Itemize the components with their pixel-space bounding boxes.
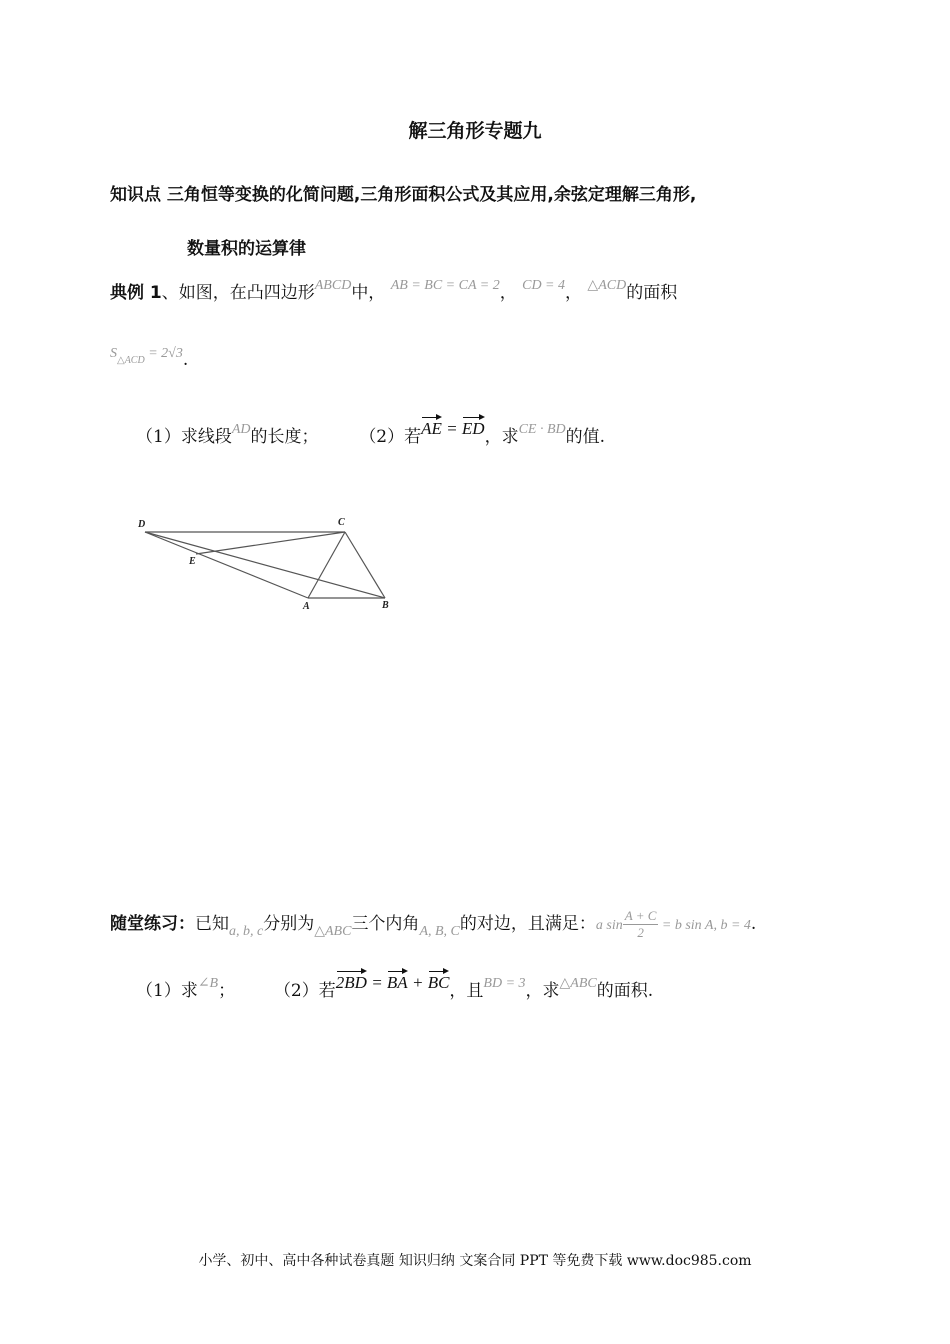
page-title: 解三角形专题九	[408, 120, 542, 142]
vector-ba: BA	[387, 969, 408, 993]
question-2-text: ，且	[449, 981, 484, 1001]
question-2-text: ，求	[484, 427, 519, 447]
practice-text: 的对边，且满足：	[459, 914, 596, 934]
question-1-end: 的长度；	[250, 427, 319, 447]
math-s-sub: △ACD	[117, 355, 145, 366]
math-s-eq: = 2√3	[144, 346, 183, 361]
math-s: S	[110, 346, 117, 361]
math-sides: AB = BC = CA = 2	[390, 278, 500, 293]
fraction-denominator: 2	[637, 925, 644, 940]
practice-text: 已知	[195, 914, 229, 934]
example-text: ，	[499, 283, 517, 303]
example-statement	[110, 278, 677, 303]
label-b: B	[382, 600, 389, 611]
question-1-end: ；	[218, 981, 236, 1001]
period: .	[750, 914, 757, 934]
label-e: E	[189, 556, 196, 567]
math-equals: =	[366, 973, 387, 992]
footer: 小学、初中、高中各种试卷真题 知识归纳 文案合同 PPT 等免费下载 www.doc985.com	[198, 1253, 752, 1269]
knowledge-label: 知识点	[110, 185, 161, 205]
math-abc: a, b, c	[229, 924, 264, 939]
example-text: 的面积	[626, 283, 678, 303]
math-bd: BD = 3	[483, 976, 526, 991]
segment-ec	[196, 532, 345, 554]
math-fraction	[623, 908, 659, 941]
math-cd: CD = 4	[522, 278, 566, 293]
math-angle-b: ∠B	[197, 976, 219, 991]
vector-ed: ED	[462, 415, 485, 439]
segment-ca	[308, 532, 345, 598]
label-c: C	[338, 517, 345, 528]
practice-questions	[136, 973, 654, 1001]
question-2: （2）若	[273, 981, 336, 1001]
knowledge-points	[110, 180, 696, 205]
math-triangle: △ACD	[587, 278, 627, 293]
question-1: （1）求	[136, 981, 198, 1001]
knowledge-line-2: 数量积的运算律	[187, 239, 306, 259]
math-angles: A, B, C	[419, 924, 460, 939]
example-text: 中，	[351, 283, 386, 303]
area-formula	[110, 342, 189, 370]
math-dot-product: CE · BD	[518, 422, 566, 437]
math-ad: AD	[231, 422, 251, 437]
example-questions	[136, 419, 606, 447]
math-triangle-abc: △ABC	[559, 976, 597, 991]
fraction-numerator: A + C	[624, 908, 657, 923]
label-d: D	[138, 519, 146, 530]
math-equals: =	[441, 419, 462, 438]
practice-text: 分别为	[263, 914, 315, 934]
vector-ae: AE	[421, 415, 442, 439]
question-2: （2）若	[359, 427, 422, 447]
example-text: ，	[565, 283, 583, 303]
vector-bc: BC	[428, 969, 450, 993]
example-text: 、如图，在凸四边形	[161, 283, 315, 303]
knowledge-line-1: 三角恒等变换的化简问题,三角形面积公式及其应用,余弦定理解三角形,	[166, 185, 697, 205]
question-2-end: 的值.	[565, 427, 606, 447]
math-quad: ABCD	[314, 278, 352, 293]
math-triangle-abc: △ABC	[314, 924, 352, 939]
question-1: （1）求线段	[136, 427, 232, 447]
segment-da	[145, 532, 308, 598]
math-eq-pre: a sin	[595, 918, 623, 933]
practice-text: 三个内角	[351, 914, 420, 934]
segment-db	[145, 532, 385, 598]
example-label: 典例 1	[110, 283, 162, 303]
question-2-end: 的面积.	[596, 981, 654, 1001]
quadrilateral-figure	[130, 510, 400, 615]
period: .	[182, 350, 189, 370]
math-eq-post: = b sin A, b = 4	[658, 918, 751, 933]
practice-statement	[110, 908, 756, 941]
label-a: A	[303, 601, 310, 612]
practice-label: 随堂练习：	[110, 914, 195, 934]
math-plus: +	[407, 973, 428, 992]
question-2-text: ，求	[525, 981, 560, 1001]
vector-2bd: 2BD	[336, 969, 367, 993]
